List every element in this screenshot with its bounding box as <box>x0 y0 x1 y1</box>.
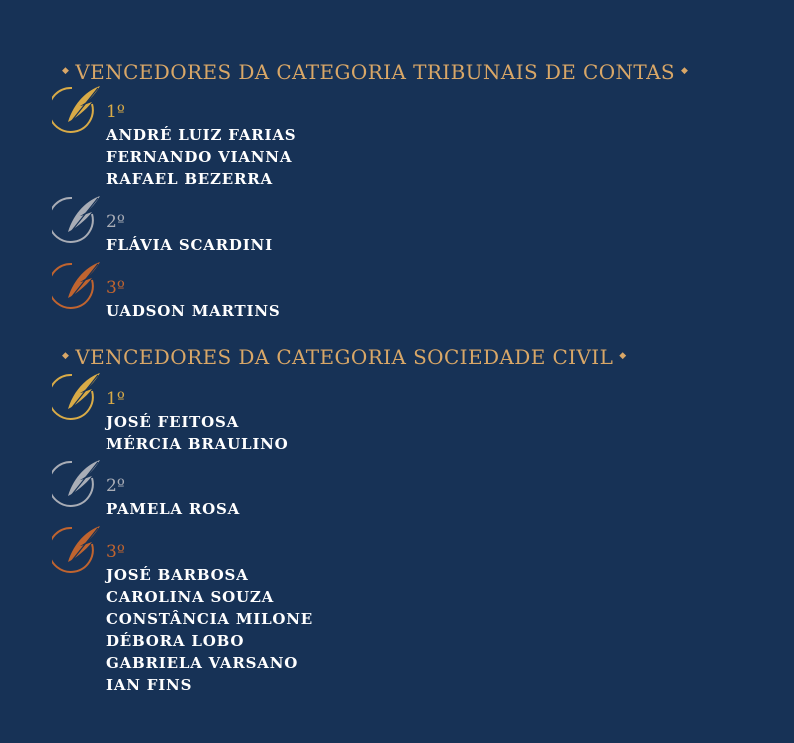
rank-label: 1º <box>106 389 125 409</box>
rank-label: 1º <box>106 102 125 122</box>
rank-label: 3º <box>106 278 125 298</box>
bullet-dot-icon: ◆ <box>681 66 689 76</box>
category-title-tribunais: ◆ VENCEDORES DA CATEGORIA TRIBUNAIS DE CONTAS ◆ <box>62 60 689 84</box>
gold-quill-icon <box>52 84 104 136</box>
bullet-dot-icon: ◆ <box>62 66 70 76</box>
winner-name: CAROLINA SOUZA <box>106 588 275 606</box>
bullet-dot-icon: ◆ <box>62 351 70 361</box>
winner-name: UADSON MARTINS <box>106 302 281 320</box>
winner-name: FLÁVIA SCARDINI <box>106 236 273 254</box>
winner-name: GABRIELA VARSANO <box>106 654 299 672</box>
silver-quill-icon <box>52 194 104 246</box>
winner-list <box>106 498 240 520</box>
rank-label: 2º <box>106 212 125 232</box>
bronze-quill-icon <box>52 524 104 576</box>
winner-list <box>106 564 313 696</box>
winner-name: RAFAEL BEZERRA <box>106 170 273 188</box>
gold-quill-icon <box>52 371 104 423</box>
winner-name: MÉRCIA BRAULINO <box>106 435 289 453</box>
winner-name: ANDRÉ LUIZ FARIAS <box>106 126 297 144</box>
winner-list <box>106 234 273 256</box>
winner-list <box>106 124 296 190</box>
winner-name: PAMELA ROSA <box>106 500 241 518</box>
winner-name: JOSÉ BARBOSA <box>106 566 249 584</box>
winner-name: CONSTÂNCIA MILONE <box>106 610 314 628</box>
rank-label: 3º <box>106 542 125 562</box>
bronze-quill-icon <box>52 260 104 312</box>
winner-name: IAN FINS <box>106 676 193 694</box>
category-title-sociedade-civil: ◆ VENCEDORES DA CATEGORIA SOCIEDADE CIVIL ◆ <box>62 345 627 369</box>
winner-name: DÉBORA LOBO <box>106 632 245 650</box>
winner-name: JOSÉ FEITOSA <box>106 413 240 431</box>
winner-name: FERNANDO VIANNA <box>106 148 293 166</box>
rank-label: 2º <box>106 476 125 496</box>
bullet-dot-icon: ◆ <box>619 351 627 361</box>
silver-quill-icon <box>52 458 104 510</box>
winner-list <box>106 300 280 322</box>
winner-list <box>106 411 289 455</box>
